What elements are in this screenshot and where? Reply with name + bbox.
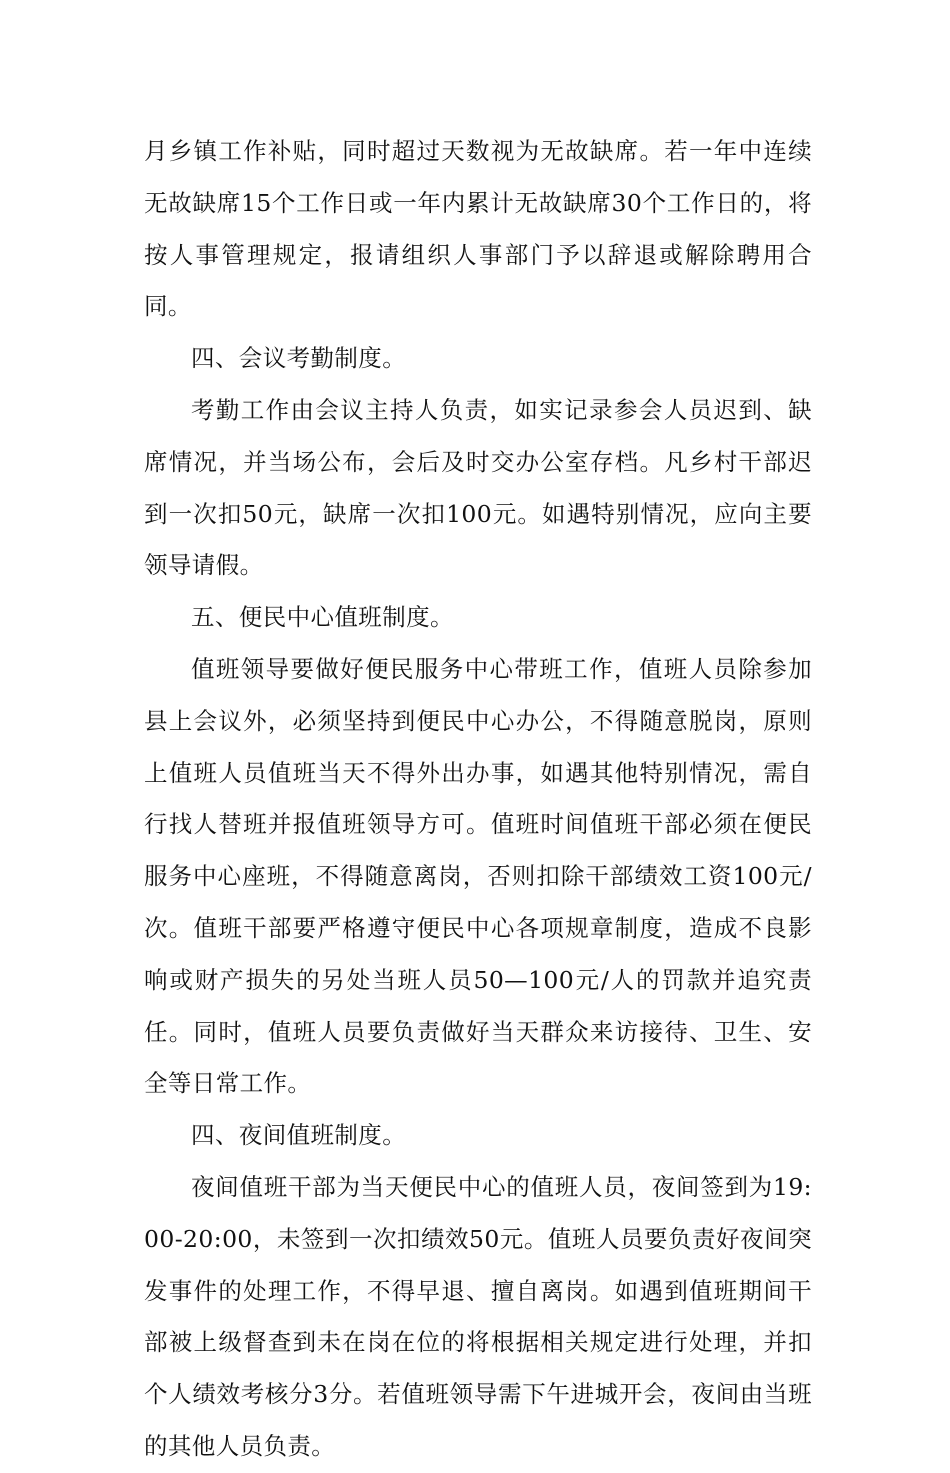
paragraph-service-center-duty: 值班领导要做好便民服务中心带班工作，值班人员除参加县上会议外，必须坚持到便民中心办公，不得随意脱岗，原则上值班人员值班当天不得外出办事，如遇其他特别情况，需自行找人替班并报值班领导方可。值班时间值班干部必须在便民服务中心座班，不得随意离岗，否则扣除干部绩效工资100元/次。值班干部要严格遵守便民中心各项规章制度，造成不良影响或财产损失的另处当班人员50—100元/人的罚款并追究责任。同时，值班人员要负责做好当天群众来访接待、卫生、安全等日常工作。 (144, 654, 812, 1098)
heading-meeting-attendance: 四、会议考勤制度。 (191, 344, 407, 373)
heading-service-center-duty: 五、便民中心值班制度。 (191, 603, 454, 632)
paragraph-meeting-attendance: 考勤工作由会议主持人负责，如实记录参会人员迟到、缺席情况，并当场公布，会后及时交办公室存档。凡乡村干部迟到一次扣50元，缺席一次扣100元。如遇特别情况，应向主要领导请假。 (144, 395, 812, 580)
paragraph-night-duty: 夜间值班干部为当天便民中心的值班人员，夜间签到为19:00-20:00，未签到一次扣绩效50元。值班人员要负责好夜间突发事件的处理工作，不得早退、擅自离岗。如遇到值班期间干部被上级督查到未在岗在位的将根据相关规定进行处理，并扣个人绩效考核分3分。若值班领导需下午进城开会，夜间由当班的其他人员负责。 (144, 1172, 812, 1460)
heading-night-duty: 四、夜间值班制度。 (191, 1121, 407, 1150)
paragraph-absence-rules: 月乡镇工作补贴，同时超过天数视为无故缺席。若一年中连续无故缺席15个工作日或一年内累计无故缺席30个工作日的，将按人事管理规定，报请组织人事部门予以辞退或解除聘用合同。 (144, 137, 812, 321)
document-body (144, 126, 812, 1473)
